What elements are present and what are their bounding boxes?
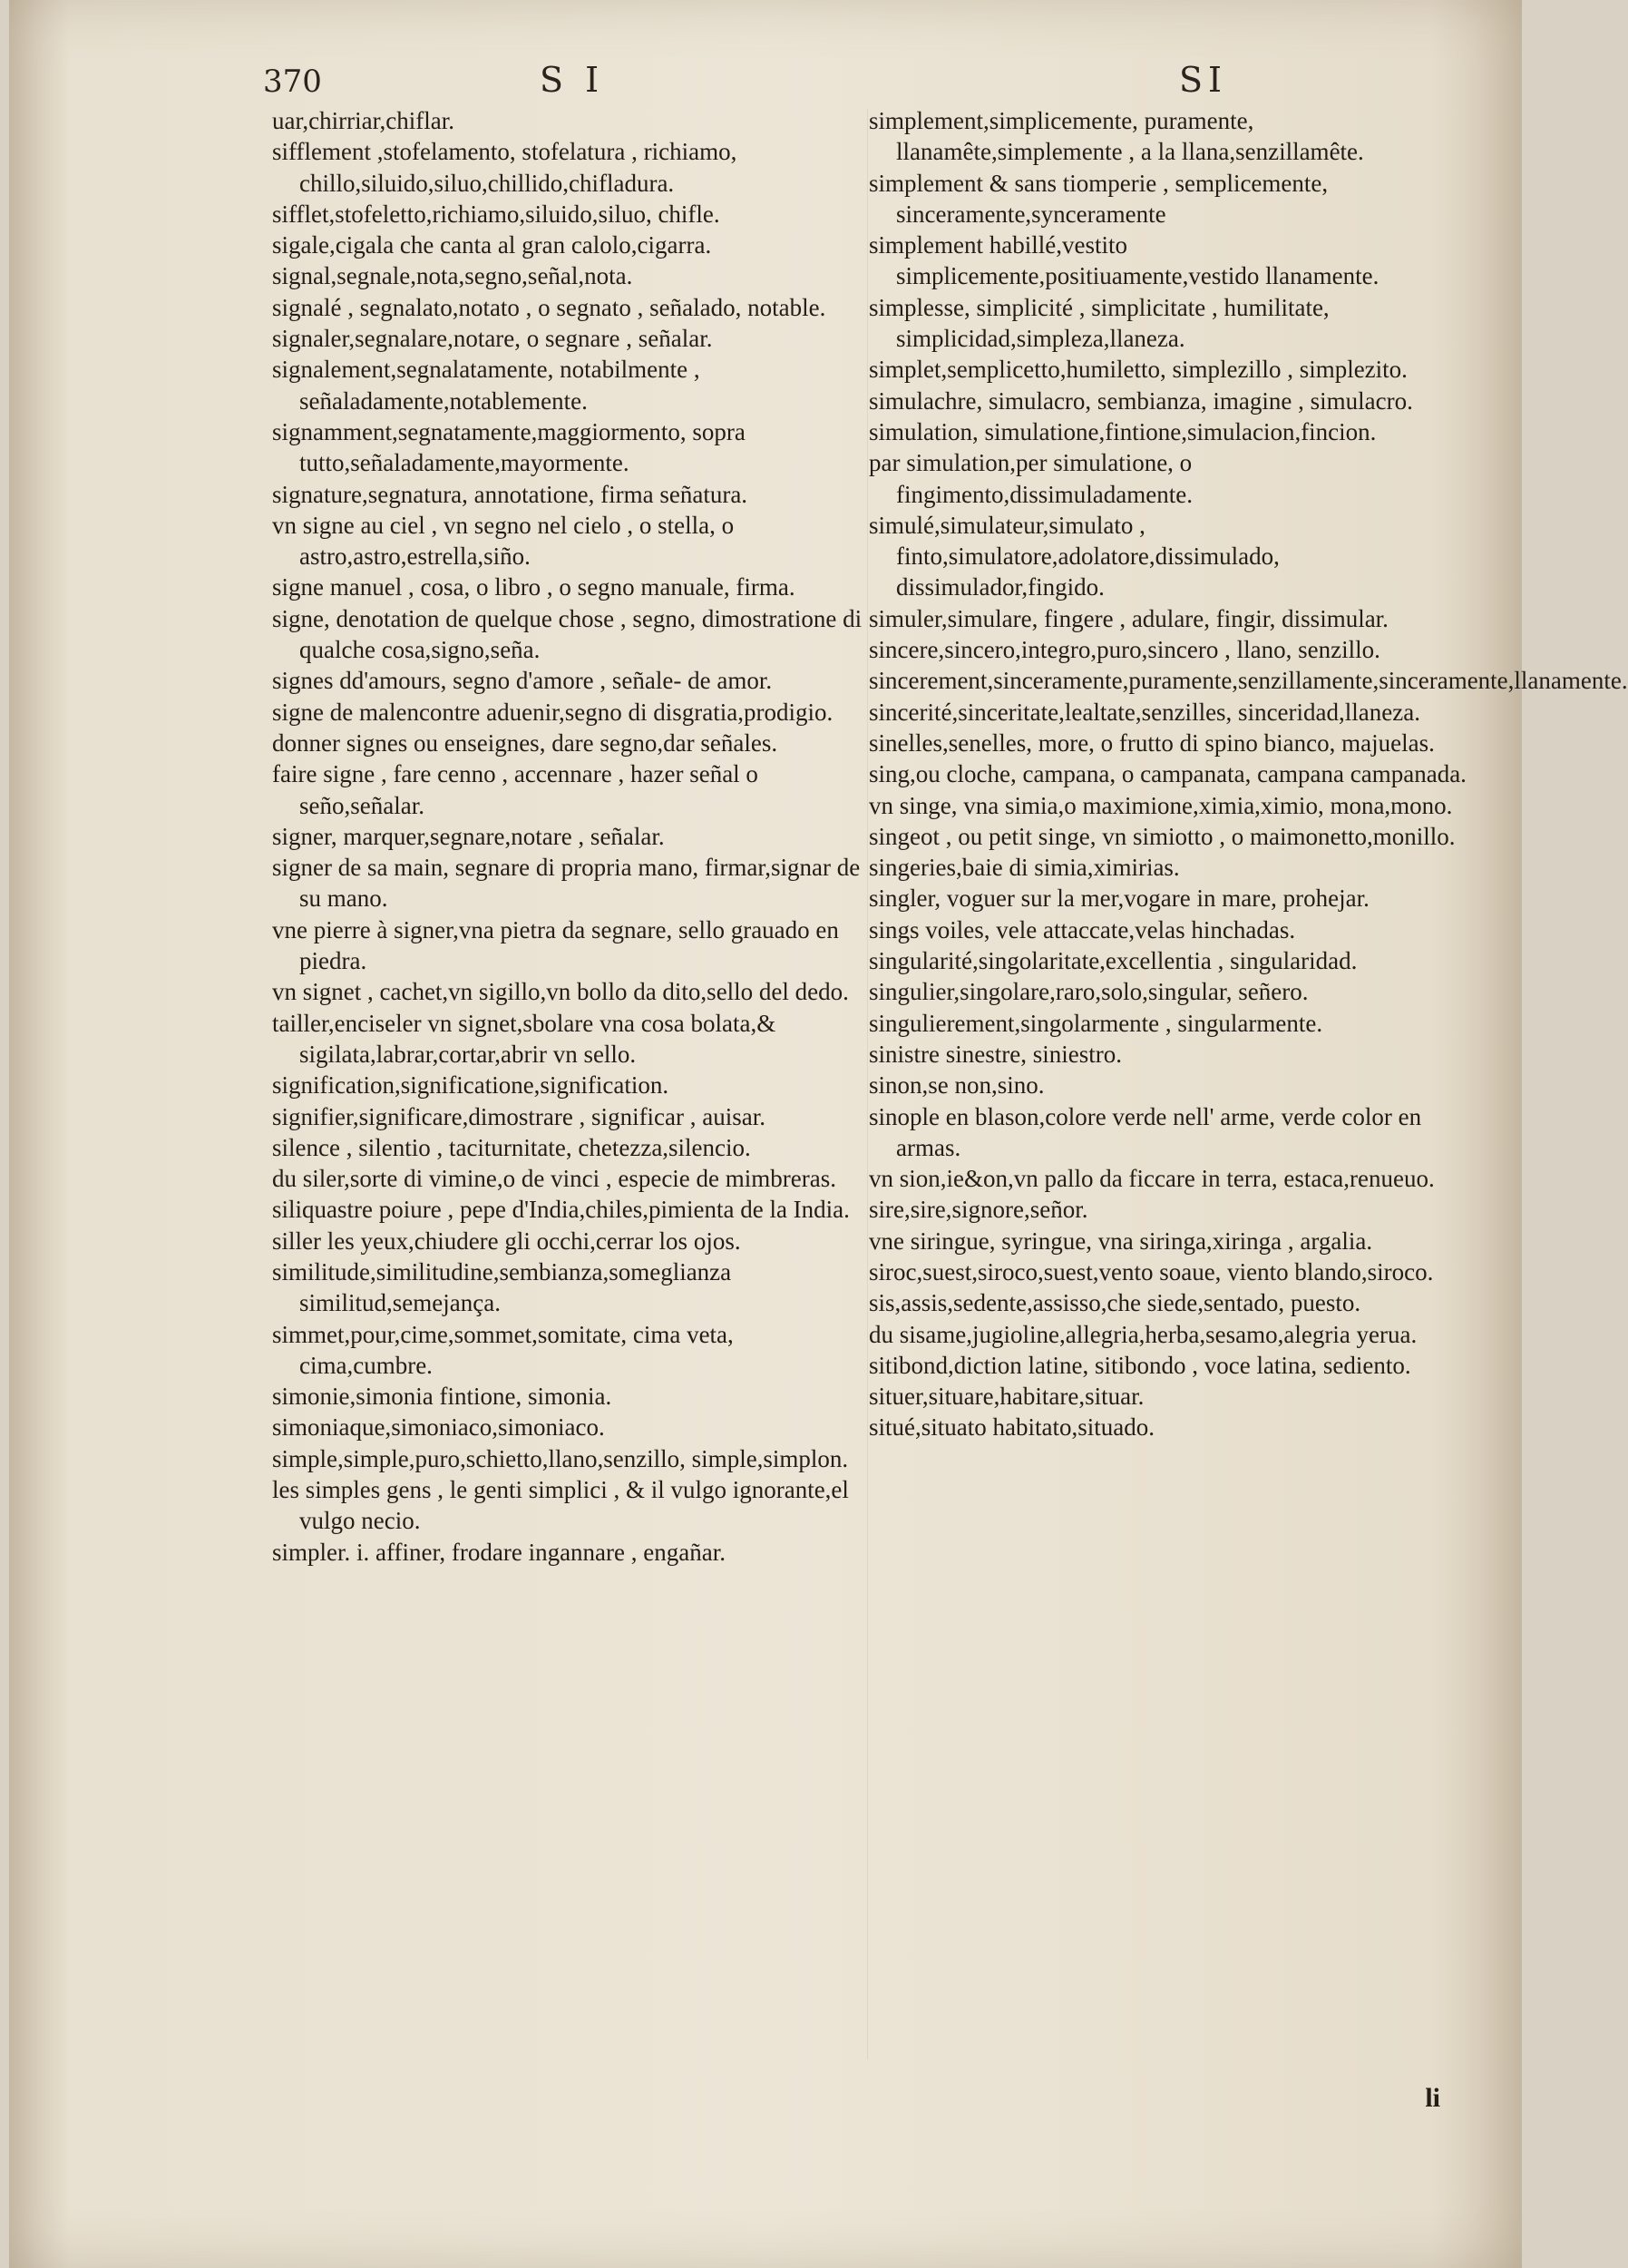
page-header: [9, 54, 1522, 109]
dictionary-entry: vne pierre à signer,vna pietra da segnare, sello grauado en piedra.: [272, 915, 839, 975]
dictionary-entry: signer, marquer,segnare,notare , señalar.: [272, 822, 665, 850]
dictionary-entry: du siler,sorte di vimine,o de vinci , especie de mimbreras.: [272, 1165, 836, 1193]
dictionary-entry: sinon,se non,sino.: [869, 1071, 1045, 1100]
dictionary-entry: signalement,segnalatamente, notabilmente , señaladamente,notablemente.: [272, 356, 700, 415]
dictionary-entry: vne siringue, syringue, vna siringa,xiringa , argalia.: [869, 1227, 1373, 1255]
dictionary-entry: signal,segnale,nota,segno,señal,nota.: [272, 262, 633, 290]
dictionary-entry: faire signe , fare cenno , accennare , hazer señal o seño,señalar.: [272, 760, 758, 819]
page-number: 370: [263, 64, 322, 100]
dictionary-entry: signamment,segnatamente,maggiormento, sopra tutto,señaladamente,mayormente.: [272, 417, 746, 477]
dictionary-entry: vn signe au ciel , vn segno nel cielo , o stella, o astro,astro,estrella,siño.: [272, 511, 735, 571]
dictionary-entry: du sisame,jugioline,allegria,herba,sesamo,alegria yerua.: [869, 1320, 1418, 1348]
dictionary-entry: sifflet,stofeletto,richiamo,siluido,siluo, chifle.: [272, 200, 720, 228]
dictionary-entry: situé,situato habitato,situado.: [869, 1413, 1155, 1442]
catchword: li: [1425, 2083, 1440, 2113]
dictionary-entry: siliquastre poiure , pepe d'India,chiles,pimienta de la India.: [272, 1196, 850, 1224]
dictionary-entry: signification,significatione,signification.: [272, 1071, 669, 1100]
dictionary-entry: singularité,singolaritate,excellentia , singularidad.: [869, 947, 1358, 975]
dictionary-entry: simplesse, simplicité , simplicitate , humilitate, simplicidad,simpleza,llaneza.: [869, 293, 1330, 353]
dictionary-entry: sitibond,diction latine, sitibondo , voce latina, sediento.: [869, 1351, 1411, 1379]
dictionary-entry: tailler,enciseler vn signet,sbolare vna cosa bolata,& sigilata,labrar,cortar,abrir vn sello.: [272, 1009, 776, 1068]
dictionary-entry: similitude,similitudine,sembianza,someglianza similitud,semejança.: [272, 1257, 732, 1317]
dictionary-entry: sire,sire,signore,señor.: [869, 1196, 1088, 1224]
dictionary-entry: signifier,significare,dimostrare , significar , auisar.: [272, 1102, 765, 1130]
right-column: [869, 105, 1628, 1443]
dictionary-entry: siller les yeux,chiudere gli occhi,cerrar los ojos.: [272, 1227, 741, 1255]
dictionary-entry: sings voiles, vele attaccate,velas hinchadas.: [869, 915, 1296, 943]
dictionary-entry: signe manuel , cosa, o libro , o segno manuale, firma.: [272, 573, 795, 601]
dictionary-entry: uar,chirriar,chiflar.: [272, 107, 454, 134]
dictionary-entry: situer,situare,habitare,situar.: [869, 1383, 1145, 1411]
dictionary-entry: simuler,simulare, fingere , adulare, fingir, dissimular.: [869, 604, 1389, 632]
dictionary-entry: signature,segnatura, annotatione, firma señatura.: [272, 480, 748, 508]
dictionary-entry: signalé , segnalato,notato , o segnato , señalado, notable.: [272, 293, 826, 321]
dictionary-entry: sifflement ,stofelamento, stofelatura , richiamo, chillo,siluido,siluo,chillido,chifladura.: [272, 138, 737, 197]
dictionary-entry: sinople en blason,colore verde nell' arme, verde color en armas.: [869, 1102, 1422, 1161]
dictionary-entry: simulé,simulateur,simulato , finto,simulatore,adolatore,dissimulado, dissimulador,fingido.: [869, 511, 1280, 601]
dictionary-entry: signes dd'amours, segno d'amore , señale- de amor.: [272, 667, 773, 695]
dictionary-entry: simplet,semplicetto,humiletto, simplezillo , simplezito.: [869, 356, 1408, 384]
dictionary-entry: sincerement,sinceramente,puramente,senzillamente,sinceramente,llanamente.: [869, 667, 1628, 695]
dictionary-entry: par simulation,per simulatione, o fingimento,dissimuladamente.: [869, 449, 1193, 508]
dictionary-entry: simplement habillé,vestito simplicemente,positiuamente,vestido llanamente.: [869, 231, 1379, 290]
dictionary-entry: simoniaque,simoniaco,simoniaco.: [272, 1413, 605, 1442]
dictionary-entry: sis,assis,sedente,assisso,che siede,sentado, puesto.: [869, 1289, 1361, 1317]
dictionary-entry: silence , silentio , taciturnitate, chetezza,silencio.: [272, 1133, 751, 1161]
dictionary-entry: sigale,cigala che canta al gran calolo,cigarra.: [272, 231, 712, 259]
dictionary-entry: signaler,segnalare,notare, o segnare , señalar.: [272, 325, 713, 353]
dictionary-entry: simmet,pour,cime,sommet,somitate, cima veta, cima,cumbre.: [272, 1320, 734, 1379]
dictionary-entry: singeries,baie di simia,ximirias.: [869, 854, 1180, 882]
dictionary-entry: signer de sa main, segnare di propria mano, firmar,signar de su mano.: [272, 854, 861, 913]
dictionary-entry: sinelles,senelles, more, o frutto di spino bianco, majuelas.: [869, 728, 1435, 757]
dictionary-entry: simplement & sans tiomperie , semplicemente, sinceramente,synceramente: [869, 169, 1329, 228]
dictionary-entry: simulation, simulatione,fintione,simulacion,fincion.: [869, 417, 1377, 445]
dictionary-entry: singulier,singolare,raro,solo,singular, señero.: [869, 978, 1309, 1006]
dictionary-entry: sincerité,sinceritate,lealtate,senzilles, sinceridad,llaneza.: [869, 698, 1420, 726]
dictionary-entry: vn singe, vna simia,o maximione,ximia,ximio, mona,mono.: [869, 791, 1453, 819]
left-column: [272, 105, 871, 1568]
dictionary-entry: sincere,sincero,integro,puro,sincero , llano, senzillo.: [869, 636, 1380, 664]
dictionary-entry: simonie,simonia fintione, simonia.: [272, 1383, 612, 1411]
dictionary-entry: vn signet , cachet,vn sigillo,vn bollo da dito,sello del dedo.: [272, 978, 849, 1006]
dictionary-entry: singulierement,singolarmente , singularmente.: [869, 1009, 1323, 1037]
running-head-right: SI: [1179, 60, 1228, 100]
dictionary-entry: simulachre, simulacro, sembianza, imagine , simulacro.: [869, 386, 1413, 415]
dictionary-entry: donner signes ou enseignes, dare segno,dar señales.: [272, 728, 778, 757]
running-head-left: S I: [540, 60, 605, 100]
dictionary-entry: simple,simple,puro,schietto,llano,senzillo, simple,simplon.: [272, 1444, 849, 1472]
dictionary-entry: les simples gens , le genti simplici , & il vulgo ignorante,el vulgo necio.: [272, 1476, 849, 1535]
dictionary-page: [9, 0, 1628, 2268]
dictionary-entry: simpler. i. affiner, frodare ingannare , engañar.: [272, 1538, 726, 1566]
dictionary-entry: singeot , ou petit singe, vn simiotto , o maimonetto,monillo.: [869, 822, 1456, 850]
dictionary-entry: siroc,suest,siroco,suest,vento soaue, viento blando,siroco.: [869, 1257, 1434, 1286]
dictionary-entry: signe de malencontre aduenir,segno di disgratia,prodigio.: [272, 698, 833, 726]
dictionary-entry: singler, voguer sur la mer,vogare in mare, prohejar.: [869, 885, 1370, 913]
dictionary-entry: vn sion,ie&on,vn pallo da ficcare in terra, estaca,renueuo.: [869, 1165, 1435, 1193]
dictionary-entry: signe, denotation de quelque chose , segno, dimostratione di qualche cosa,signo,seña.: [272, 604, 863, 664]
dictionary-entry: sinistre sinestre, siniestro.: [869, 1040, 1122, 1068]
dictionary-entry: sing,ou cloche, campana, o campanata, campana campanada.: [869, 760, 1467, 788]
dictionary-entry: simplement,simplicemente, puramente, llanamête,simplemente , a la llana,senzillamête.: [869, 107, 1364, 166]
